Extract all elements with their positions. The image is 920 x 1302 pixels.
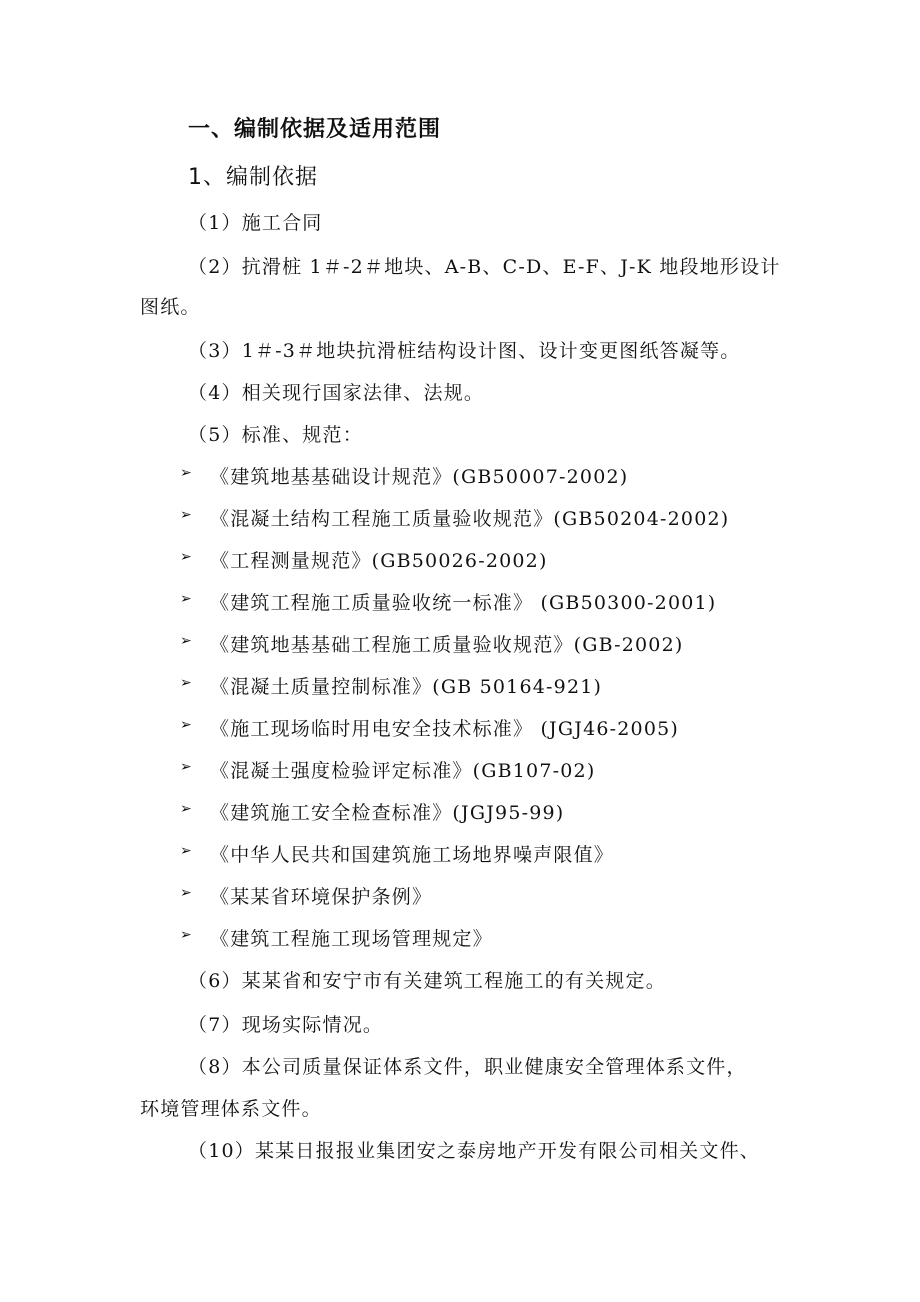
standard-item xyxy=(180,546,548,572)
item-4: （4）相关现行国家法律、法规。 xyxy=(188,382,485,404)
standard-item xyxy=(180,924,493,950)
arrow-bullet-icon: ➢ xyxy=(180,885,192,901)
arrow-bullet-icon: ➢ xyxy=(180,591,192,607)
arrow-bullet-icon: ➢ xyxy=(180,717,192,733)
standard-item xyxy=(180,714,680,740)
item-8-line-1: （8）本公司质量保证体系文件，职业健康安全管理体系文件， xyxy=(188,1056,747,1078)
standard-title: 《工程测量规范》(GB50026-2002) xyxy=(210,550,548,572)
standard-title: 《中华人民共和国建筑施工场地界噪声限值》 xyxy=(210,844,615,866)
arrow-bullet-icon: ➢ xyxy=(180,465,192,481)
standard-item xyxy=(180,798,565,824)
standard-title: 《建筑工程施工质量验收统一标准》 (GB50300-2001) xyxy=(210,592,717,614)
arrow-bullet-icon: ➢ xyxy=(180,801,192,817)
item-2-line-1: （2）抗滑桩 1＃-2＃地块、A-B、C-D、E-F、J-K 地段地形设计 xyxy=(188,256,781,278)
standard-title: 《建筑地基基础设计规范》(GB50007-2002) xyxy=(210,466,629,488)
arrow-bullet-icon: ➢ xyxy=(180,507,192,523)
subsection-heading: 1、编制依据 xyxy=(188,165,318,190)
standard-item xyxy=(180,756,596,782)
arrow-bullet-icon: ➢ xyxy=(180,759,192,775)
standard-item xyxy=(180,588,717,614)
item-10: （10）某某日报报业集团安之泰房地产开发有限公司相关文件、 xyxy=(188,1140,760,1162)
standard-item xyxy=(180,840,615,866)
standard-item xyxy=(180,672,603,698)
standard-item xyxy=(180,504,730,530)
item-7: （7）现场实际情况。 xyxy=(188,1014,384,1036)
item-5: （5）标准、规范： xyxy=(188,424,363,446)
arrow-bullet-icon: ➢ xyxy=(180,549,192,565)
standard-title: 《某某省环境保护条例》 xyxy=(210,886,433,908)
item-8-line-2: 环境管理体系文件。 xyxy=(140,1098,322,1120)
standard-title: 《混凝土强度检验评定标准》(GB107-02) xyxy=(210,760,596,782)
standard-title: 《混凝土结构工程施工质量验收规范》(GB50204-2002) xyxy=(210,508,730,530)
arrow-bullet-icon: ➢ xyxy=(180,633,192,649)
standard-item xyxy=(180,882,433,908)
standard-title: 《施工现场临时用电安全技术标准》 (JGJ46-2005) xyxy=(210,718,680,740)
standard-title: 《混凝土质量控制标准》(GB 50164-921) xyxy=(210,676,603,698)
standard-title: 《建筑地基基础工程施工质量验收规范》(GB-2002) xyxy=(210,634,684,656)
item-2-line-2: 图纸。 xyxy=(140,296,201,318)
item-3: （3）1＃-3＃地块抗滑桩结构设计图、设计变更图纸答凝等。 xyxy=(188,340,741,362)
standard-item xyxy=(180,630,684,656)
item-1: （1）施工合同 xyxy=(188,212,323,234)
arrow-bullet-icon: ➢ xyxy=(180,843,192,859)
arrow-bullet-icon: ➢ xyxy=(180,675,192,691)
standard-title: 《建筑施工安全检查标准》(JGJ95-99) xyxy=(210,802,565,824)
section-heading: 一、编制依据及适用范围 xyxy=(188,117,442,142)
standard-item xyxy=(180,462,629,488)
item-6: （6）某某省和安宁市有关建筑工程施工的有关规定。 xyxy=(188,970,666,992)
standard-title: 《建筑工程施工现场管理规定》 xyxy=(210,928,493,950)
arrow-bullet-icon: ➢ xyxy=(180,927,192,943)
